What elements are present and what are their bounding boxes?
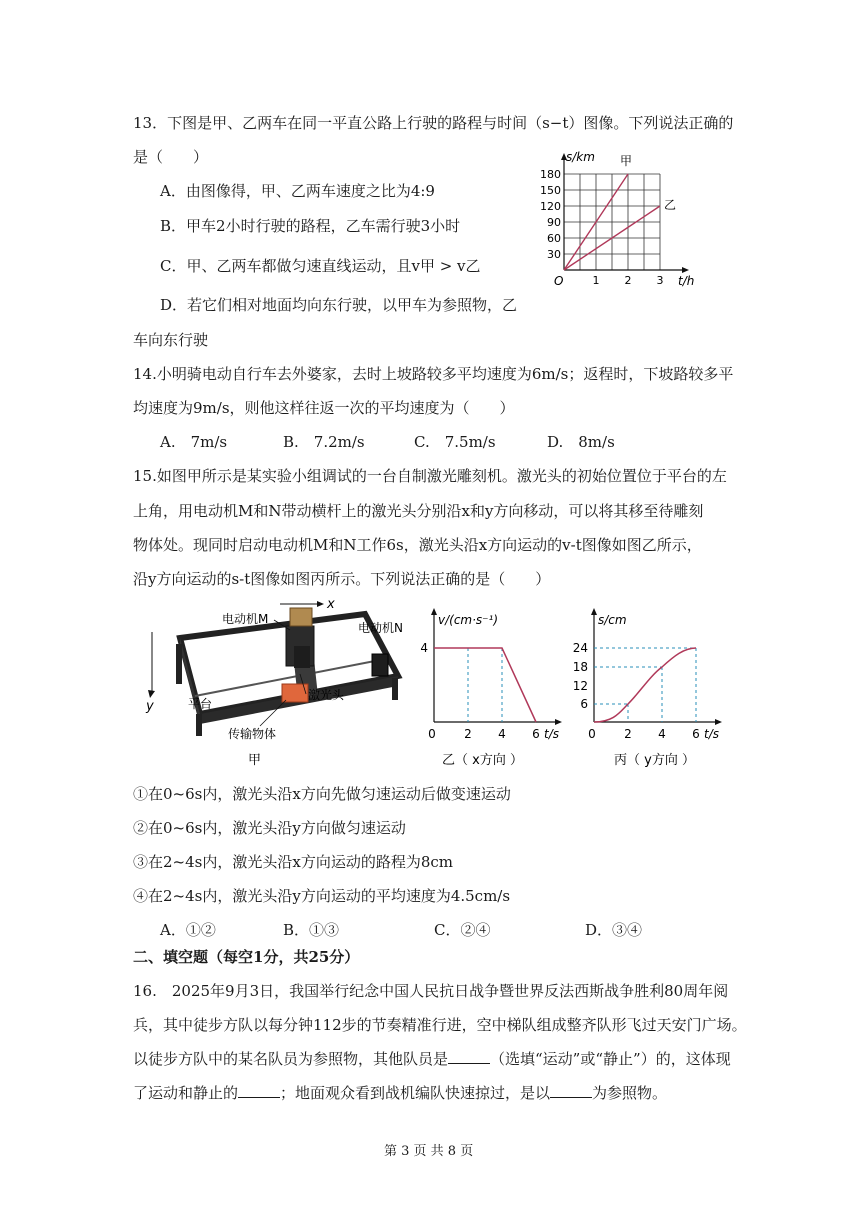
q14-option-d: D. 8m/s	[547, 433, 615, 451]
q13-label-jia: 甲	[620, 154, 633, 168]
q13-xtick: 3	[656, 274, 664, 287]
fig-jia-platform: 平台	[188, 697, 213, 711]
q15-statement-2: ②在0~6s内，激光头沿y方向做匀速运动	[133, 819, 406, 837]
q16-line3-text-b: （选填“运动”或“静止”）的，这体现	[490, 1050, 731, 1068]
fig-jia-motor-m: 电动机M	[222, 612, 269, 626]
q14-option-c: C. 7.5m/s	[414, 433, 496, 451]
q13-ytick: 150	[540, 184, 561, 197]
q13-ylabel: s/km	[566, 150, 595, 164]
q13-xtick: 1	[592, 274, 600, 287]
q15-statement-4: ④在2~4s内，激光头沿y方向运动的平均速度为4.5cm/s	[133, 887, 511, 905]
q13-option-d: D．若它们相对地面均向东行驶，以甲车为参照物，乙	[160, 296, 518, 314]
q15-stem-line4: 沿y方向运动的s-t图像如图丙所示。下列说法正确的是（ ）	[133, 570, 551, 588]
q16-line3	[133, 1049, 731, 1069]
q16-line4-text-a: 了运动和静止的	[133, 1084, 239, 1102]
fig-jia-motor-n: 电动机N	[358, 621, 403, 635]
fig-bing-xtick: 2	[624, 727, 632, 741]
fig-jia-object: 传输物体	[228, 727, 277, 741]
q15-option-b: B．①③	[283, 921, 340, 939]
fig-yi-ylabel: v/(cm·s⁻¹)	[438, 613, 499, 627]
fig-yi-xtick: 2	[464, 727, 472, 741]
fig-yi-xtick: 0	[428, 727, 436, 741]
fig-bing-xtick: 6	[692, 727, 700, 741]
q16-blank-1[interactable]	[448, 1049, 490, 1064]
fig-yi-caption: 乙（ x方向 ）	[442, 753, 523, 768]
q16-line3-text-a: 以徒步方队中的某名队员为参照物，其他队员是	[133, 1050, 449, 1068]
fig-jia-axis-x: x	[327, 597, 335, 612]
q13-xtick: 2	[624, 274, 632, 287]
q16-line4-text-c: 为参照物。	[592, 1084, 668, 1102]
q14-stem-line2: 均速度为9m/s，则他这样往返一次的平均速度为（ ）	[133, 399, 515, 417]
q13-label-yi: 乙	[664, 198, 677, 212]
q14-option-a: A. 7m/s	[160, 433, 228, 451]
q13-ytick: 60	[547, 232, 561, 245]
fig-yi-vt-line	[434, 648, 536, 722]
fig-yi-ytick: 4	[420, 641, 428, 655]
fig-bing-ytick: 18	[572, 660, 588, 674]
fig-jia-axis-y: y	[146, 699, 154, 714]
section-title-fill-in: 二、填空题（每空1分，共25分）	[133, 948, 360, 966]
q16-line1: 16. 2025年9月3日，我国举行纪念中国人民抗日战争暨世界反法西斯战争胜利80周年阅	[133, 982, 729, 1000]
q15-stem-line3: 物体处。现同时启动电动机M和N工作6s，激光头沿x方向运动的v-t图像如图乙所示，	[133, 536, 702, 554]
q13-xlabel: t/h	[678, 274, 695, 288]
fig-bing-xlabel: t/s	[704, 727, 719, 741]
q15-option-a: A．①②	[160, 921, 216, 939]
q16-line2: 兵，其中徒步方队以每分钟112步的节奏精准行进，空中梯队组成整齐队形飞过天安门广场。	[133, 1016, 747, 1034]
q14-stem-line1: 14.小明骑电动自行车去外婆家，去时上坡路较多平均速度为6m/s；返程时，下坡路较多平	[133, 365, 734, 383]
q16-line4	[133, 1083, 667, 1103]
fig-bing-ytick: 6	[580, 697, 588, 711]
fig-bing-st-curve	[594, 648, 696, 722]
fig-yi-xtick: 4	[498, 727, 506, 741]
q13-st-graph	[540, 145, 710, 290]
q13-option-d-cont: 车向东行驶	[133, 331, 209, 349]
q16-line4-text-b: ；地面观众看到战机编队快速掠过，是以	[280, 1084, 551, 1102]
q13-option-a: A．由图像得，甲、乙两车速度之比为4:9	[160, 182, 435, 200]
q13-ytick: 30	[547, 248, 561, 261]
q16-blank-3[interactable]	[550, 1083, 592, 1098]
q13-option-c: C．甲、乙两车都做匀速直线运动，且v甲 > v乙	[160, 257, 481, 275]
fig-bing-ytick: 24	[572, 641, 588, 655]
fig-yi-xlabel: t/s	[544, 727, 559, 741]
q15-option-c: C．②④	[434, 921, 491, 939]
q15-statement-1: ①在0~6s内，激光头沿x方向先做匀速运动后做变速运动	[133, 785, 511, 803]
q15-statement-3: ③在2~4s内，激光头沿x方向运动的路程为8cm	[133, 853, 453, 871]
q15-option-d: D．③④	[585, 921, 643, 939]
fig-bing-xtick: 4	[658, 727, 666, 741]
q13-option-b: B．甲车2小时行驶的路程，乙车需行驶3小时	[160, 217, 461, 235]
q15-stem-line1: 15.如图甲所示是某实验小组调试的一台自制激光雕刻机。激光头的初始位置位于平台的左	[133, 467, 727, 485]
q13-ytick: 90	[547, 216, 561, 229]
fig-bing-ytick: 12	[572, 679, 588, 693]
q13-ytick: 180	[540, 168, 561, 181]
q13-ytick: 120	[540, 200, 561, 213]
q15-figure-bing-st-graph	[570, 604, 730, 774]
fig-yi-xtick: 6	[532, 727, 540, 741]
q16-blank-2[interactable]	[238, 1083, 280, 1098]
q15-stem-line2: 上角，用电动机M和N带动横杆上的激光头分别沿x和y方向移动，可以将其移至待雕刻	[133, 502, 704, 520]
fig-bing-caption: 丙（ y方向 ）	[614, 753, 695, 768]
q15-figure-yi-vt-graph	[420, 604, 570, 774]
fig-bing-ylabel: s/cm	[598, 613, 627, 627]
q14-option-b: B. 7.2m/s	[283, 433, 365, 451]
q13-stem-line2: 是（ ）	[133, 148, 209, 166]
page-footer: 第 3 页 共 8 页	[384, 1144, 474, 1159]
q15-figure-jia	[140, 596, 420, 771]
fig-jia-laser-head: 激光头	[308, 688, 345, 702]
q13-origin: O	[554, 274, 564, 288]
fig-jia-caption: 甲	[248, 753, 262, 768]
q13-stem-line1: 13．下图是甲、乙两车在同一平直公路上行驶的路程与时间（s−t）图像。下列说法正确的	[133, 114, 734, 132]
fig-bing-xtick: 0	[588, 727, 596, 741]
